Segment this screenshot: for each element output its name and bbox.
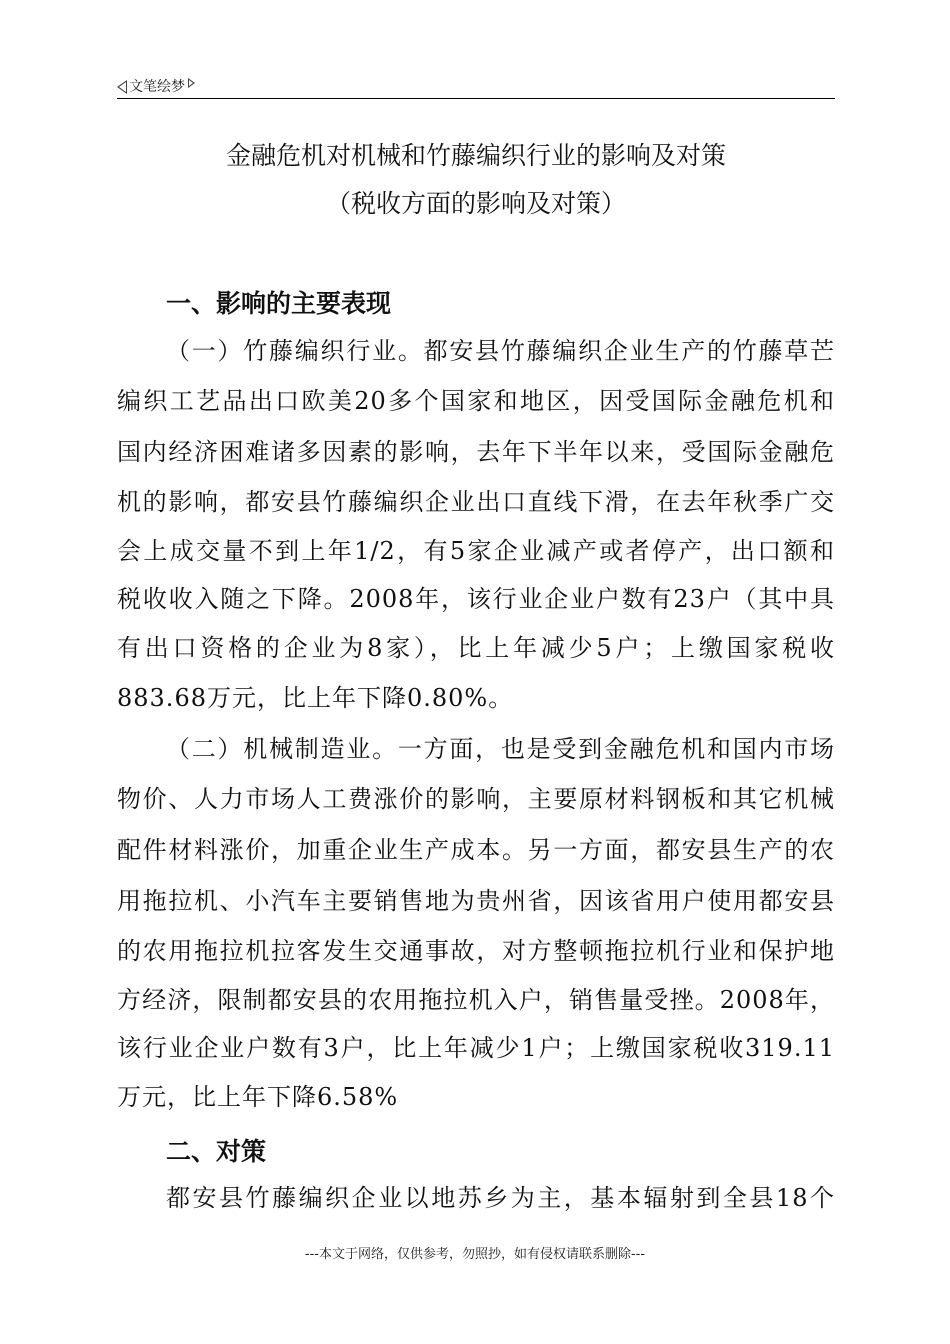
text-line: 883.68万元，比上年下降0.80%。 — [117, 684, 514, 712]
left-triangle-icon — [117, 80, 127, 94]
text-line: 的农用拖拉机拉客发生交通事故，对方整顿拖拉机行业和保护地 — [117, 937, 835, 965]
text-line: 税收收入随之下降。2008年，该行业企业户数有23户（其中具 — [117, 585, 835, 613]
section-heading-2: 二、对策 — [166, 1137, 267, 1166]
text-line: 物价、人力市场人工费涨价的影响，主要原材料钢板和其它机械 — [117, 785, 835, 813]
text-line: 会上成交量不到上年1/2，有5家企业减产或者停产，出口额和 — [117, 537, 835, 565]
document-title: 金融危机对机械和竹藤编织行业的影响及对策 — [225, 141, 726, 170]
text-line: 配件材料涨价，加重企业生产成本。另一方面，都安县生产的农 — [117, 836, 835, 864]
section-heading-1: 一、影响的主要表现 — [166, 289, 392, 318]
text-line: 方经济，限制都安县的农用拖拉机入户，销售量受挫。2008年， — [117, 986, 835, 1014]
page-footer: ---本文于网络，仅供参考，勿照抄，如有侵权请联系删除--- — [304, 1247, 646, 1262]
text-line: 万元，比上年下降6.58% — [117, 1083, 399, 1111]
text-line: 国内经济困难诸多因素的影响，去年下半年以来，受国际金融危 — [117, 438, 835, 466]
right-triangle-icon — [188, 78, 195, 88]
text-line: 有出口资格的企业为8家），比上年减少5户；上缴国家税收 — [117, 634, 835, 662]
header-label — [117, 76, 195, 96]
text-line: 编织工艺品出口欧美20多个国家和地区，因受国际金融危机和 — [117, 387, 835, 415]
text-line: 机的影响，都安县竹藤编织企业出口直线下滑，在去年秋季广交 — [117, 488, 835, 516]
header-text: 文笔绘梦 — [129, 79, 185, 95]
text-line: 都安县竹藤编织企业以地苏乡为主，基本辐射到全县18个 — [166, 1184, 835, 1212]
text-line: （二）机械制造业。一方面，也是受到金融危机和国内市场 — [166, 735, 835, 763]
text-line: （一）竹藤编织行业。都安县竹藤编织企业生产的竹藤草芒 — [166, 337, 835, 365]
page-header — [117, 74, 835, 99]
text-line: 用拖拉机、小汽车主要销售地为贵州省，因该省用户使用都安县 — [117, 887, 835, 915]
text-line: 该行业企业户数有3户，比上年减少1户；上缴国家税收319.11 — [117, 1034, 835, 1062]
document-subtitle: （税收方面的影响及对策） — [325, 189, 626, 218]
